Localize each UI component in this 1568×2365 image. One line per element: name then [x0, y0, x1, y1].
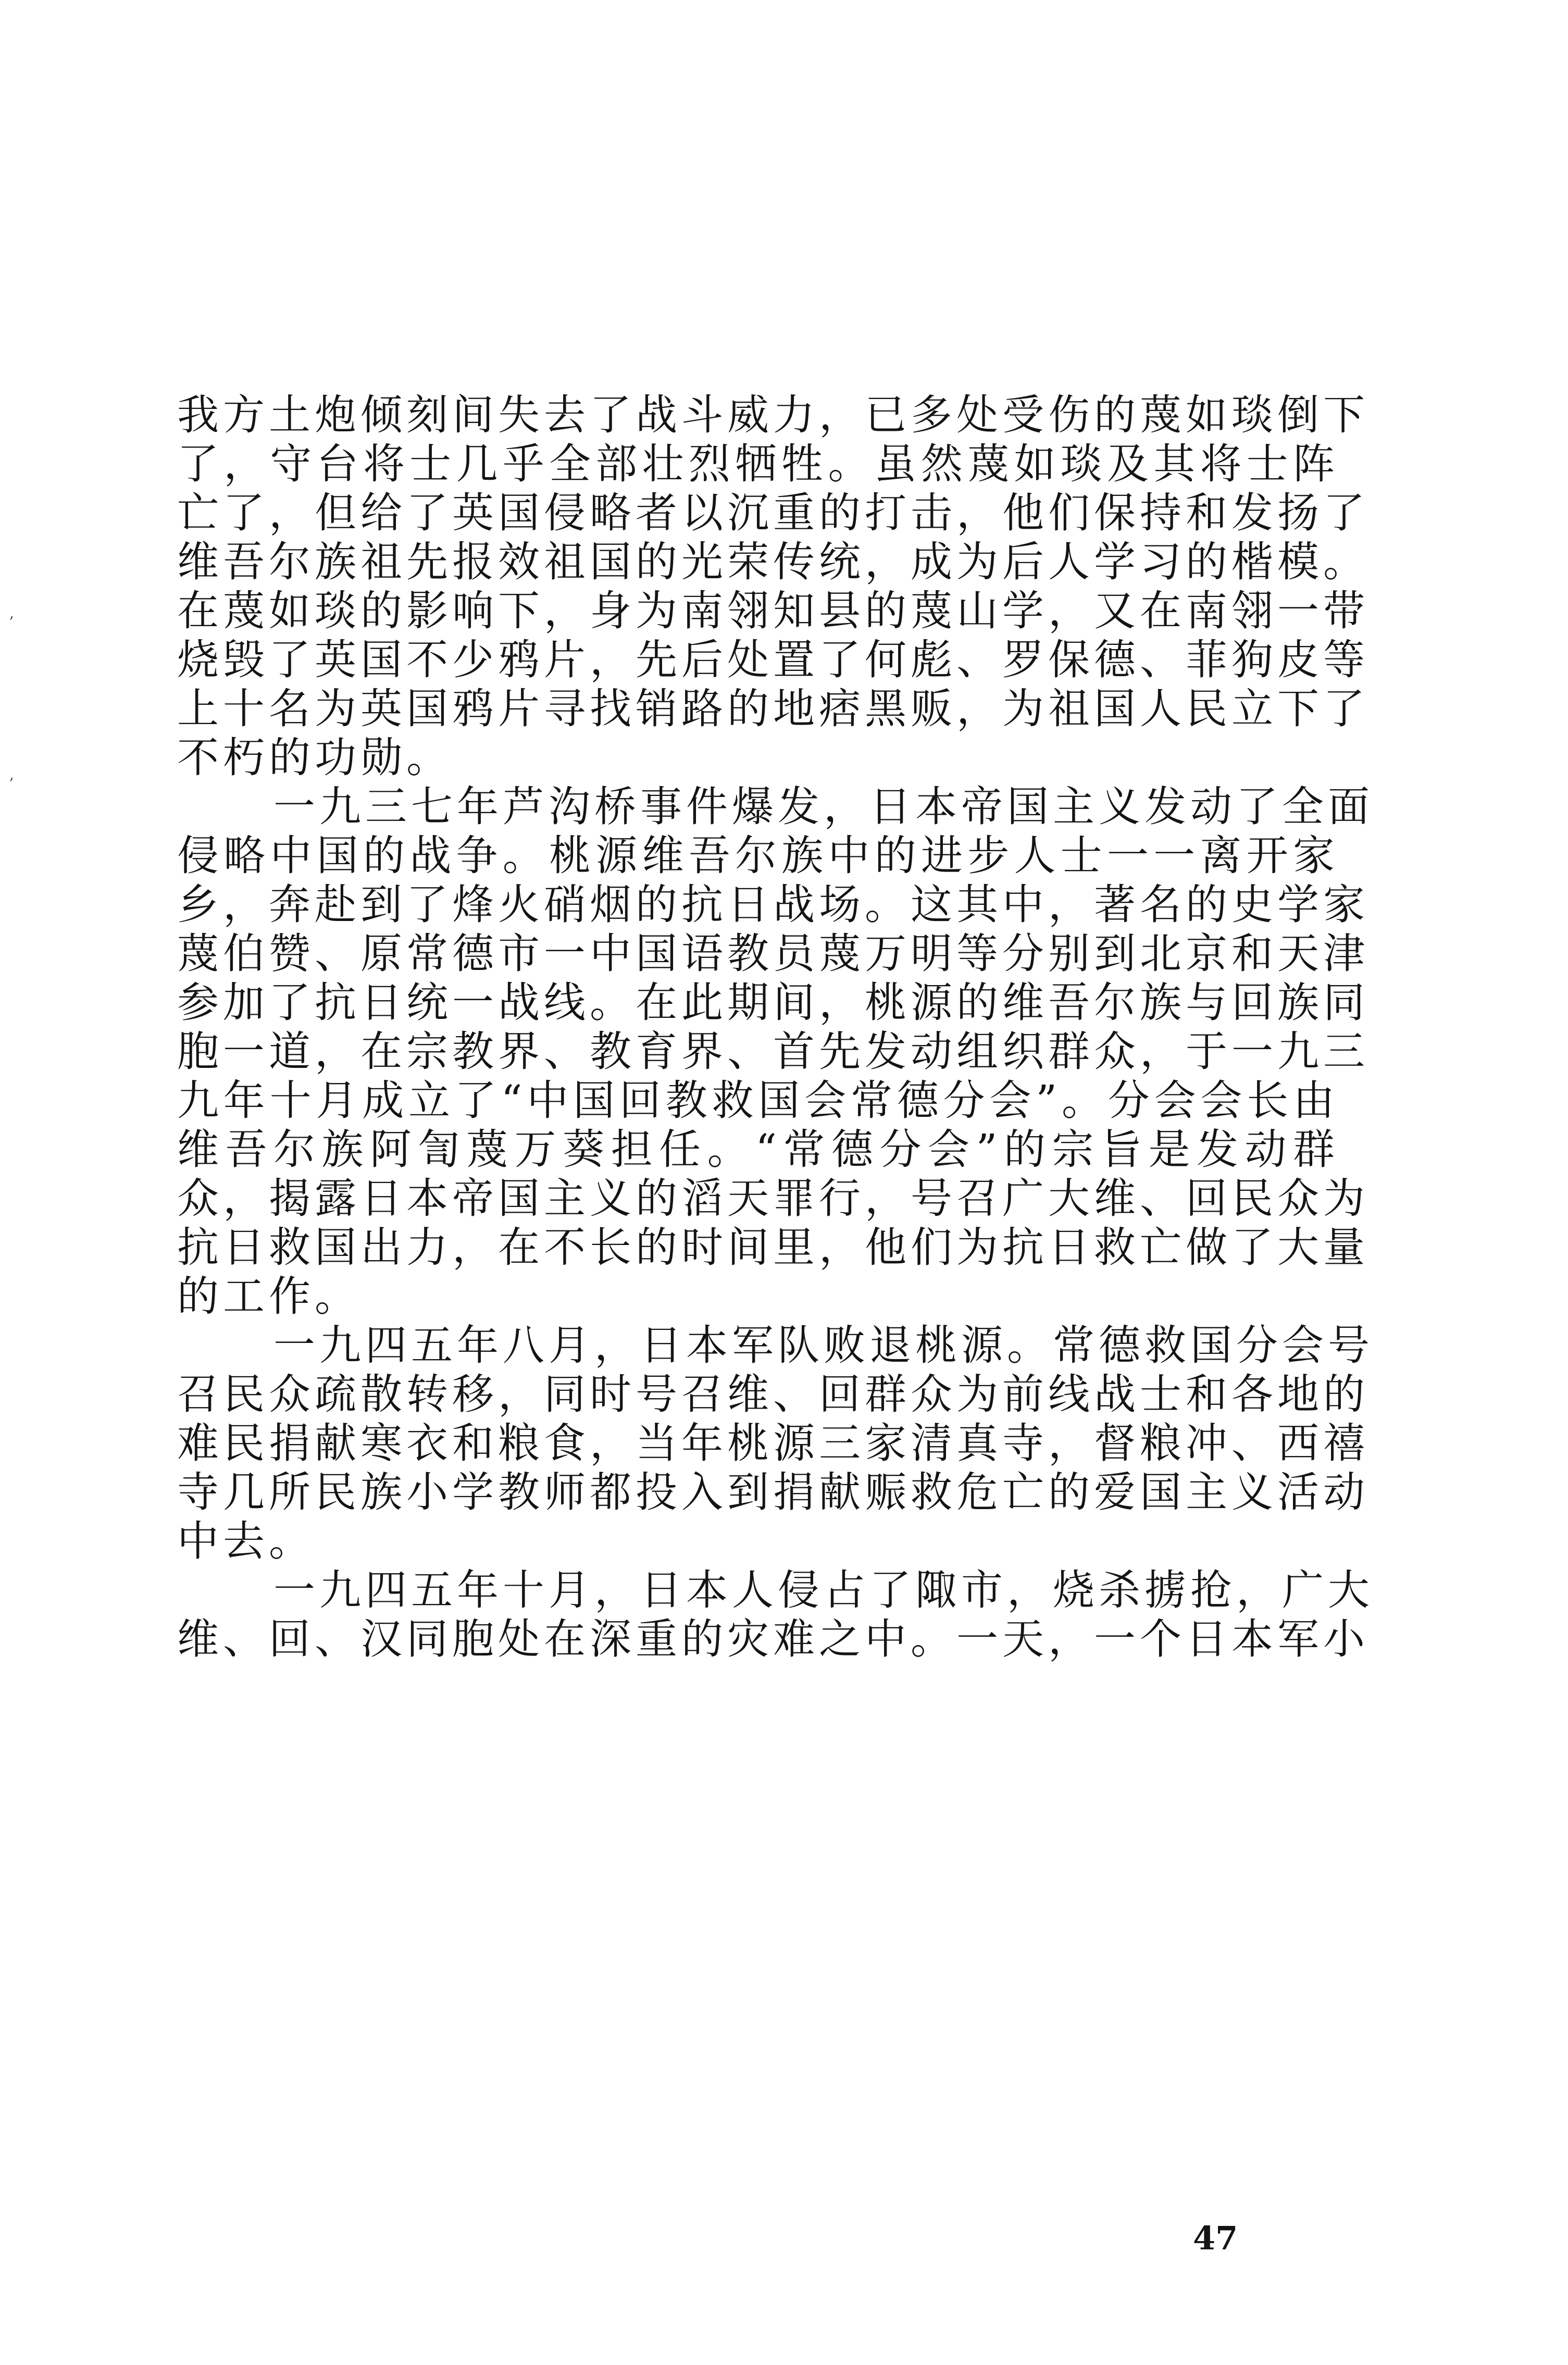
- text-line: 上十名为英国鸦片寻找销路的地痞黑贩，为祖国人民立下了: [177, 684, 1369, 733]
- text-line: 亡了，但给了英国侵略者以沉重的打击，他们保持和发扬了: [177, 489, 1369, 537]
- text-line: 中去。: [177, 1517, 315, 1565]
- text-line: 难民捐献寒衣和粮食，当年桃源三家清真寺，督粮冲、西禧: [177, 1419, 1369, 1467]
- text-line: 一九三七年芦沟桥事件爆发，日本帝国主义发动了全面: [273, 782, 1374, 831]
- page-number: 47: [1193, 2219, 1238, 2257]
- margin-mark: ,: [9, 604, 14, 621]
- text-line: 乡，奔赴到了烽火硝烟的抗日战场。这其中，著名的史学家: [177, 880, 1369, 929]
- text-line: 我方土炮倾刻间失去了战斗威力，已多处受伤的蔑如琰倒下: [177, 391, 1369, 439]
- text-line: 在蔑如琰的影响下，身为南翎知县的蔑山学，又在南翎一带: [177, 587, 1369, 635]
- text-line: 胞一道，在宗教界、教育界、首先发动组织群众，于一九三: [177, 1027, 1369, 1076]
- text-line: 侵略中国的战争。桃源维吾尔族中的进步人士一一离开家: [177, 831, 1339, 880]
- body-text: [177, 391, 1374, 1664]
- text-line: 寺几所民族小学教师都投入到捐献赈救危亡的爱国主义活动: [177, 1468, 1369, 1516]
- text-line: 维吾尔族阿訇蔑万葵担任。“常德分会”的宗旨是发动群: [177, 1125, 1339, 1174]
- text-line: 一九四五年八月，日本军队败退桃源。常德救国分会号: [273, 1321, 1374, 1370]
- margin-mark: ,: [9, 766, 14, 783]
- text-line: 维、回、汉同胞处在深重的灾难之中。一天，一个日本军小: [177, 1615, 1369, 1663]
- text-line: 烧毁了英国不少鸦片，先后处置了何彪、罗保德、菲狗皮等: [177, 636, 1369, 684]
- text-line: 九年十月成立了“中国回教救国会常德分会”。分会会长由: [177, 1076, 1339, 1125]
- text-line: 召民众疏散转移，同时号召维、回群众为前线战士和各地的: [177, 1370, 1369, 1418]
- text-line: 参加了抗日统一战线。在此期间，桃源的维吾尔族与回族同: [177, 978, 1369, 1027]
- text-line: 抗日救国出力，在不长的时间里，他们为抗日救亡做了大量: [177, 1223, 1369, 1272]
- text-line: 了，守台将士几乎全部壮烈牺牲。虽然蔑如琰及其将士阵: [177, 440, 1339, 488]
- text-line: 一九四五年十月，日本人侵占了陬市，烧杀掳抢，广大: [273, 1566, 1374, 1614]
- text-line: 不朽的功勋。: [177, 733, 452, 782]
- text-line: 众，揭露日本帝国主义的滔天罪行，号召广大维、回民众为: [177, 1174, 1369, 1223]
- text-line: 维吾尔族祖先报效祖国的光荣传统，成为后人学习的楷模。: [177, 538, 1369, 586]
- text-line: 蔑伯赞、原常德市一中国语教员蔑万明等分别到北京和天津: [177, 929, 1369, 978]
- text-line: 的工作。: [177, 1272, 360, 1321]
